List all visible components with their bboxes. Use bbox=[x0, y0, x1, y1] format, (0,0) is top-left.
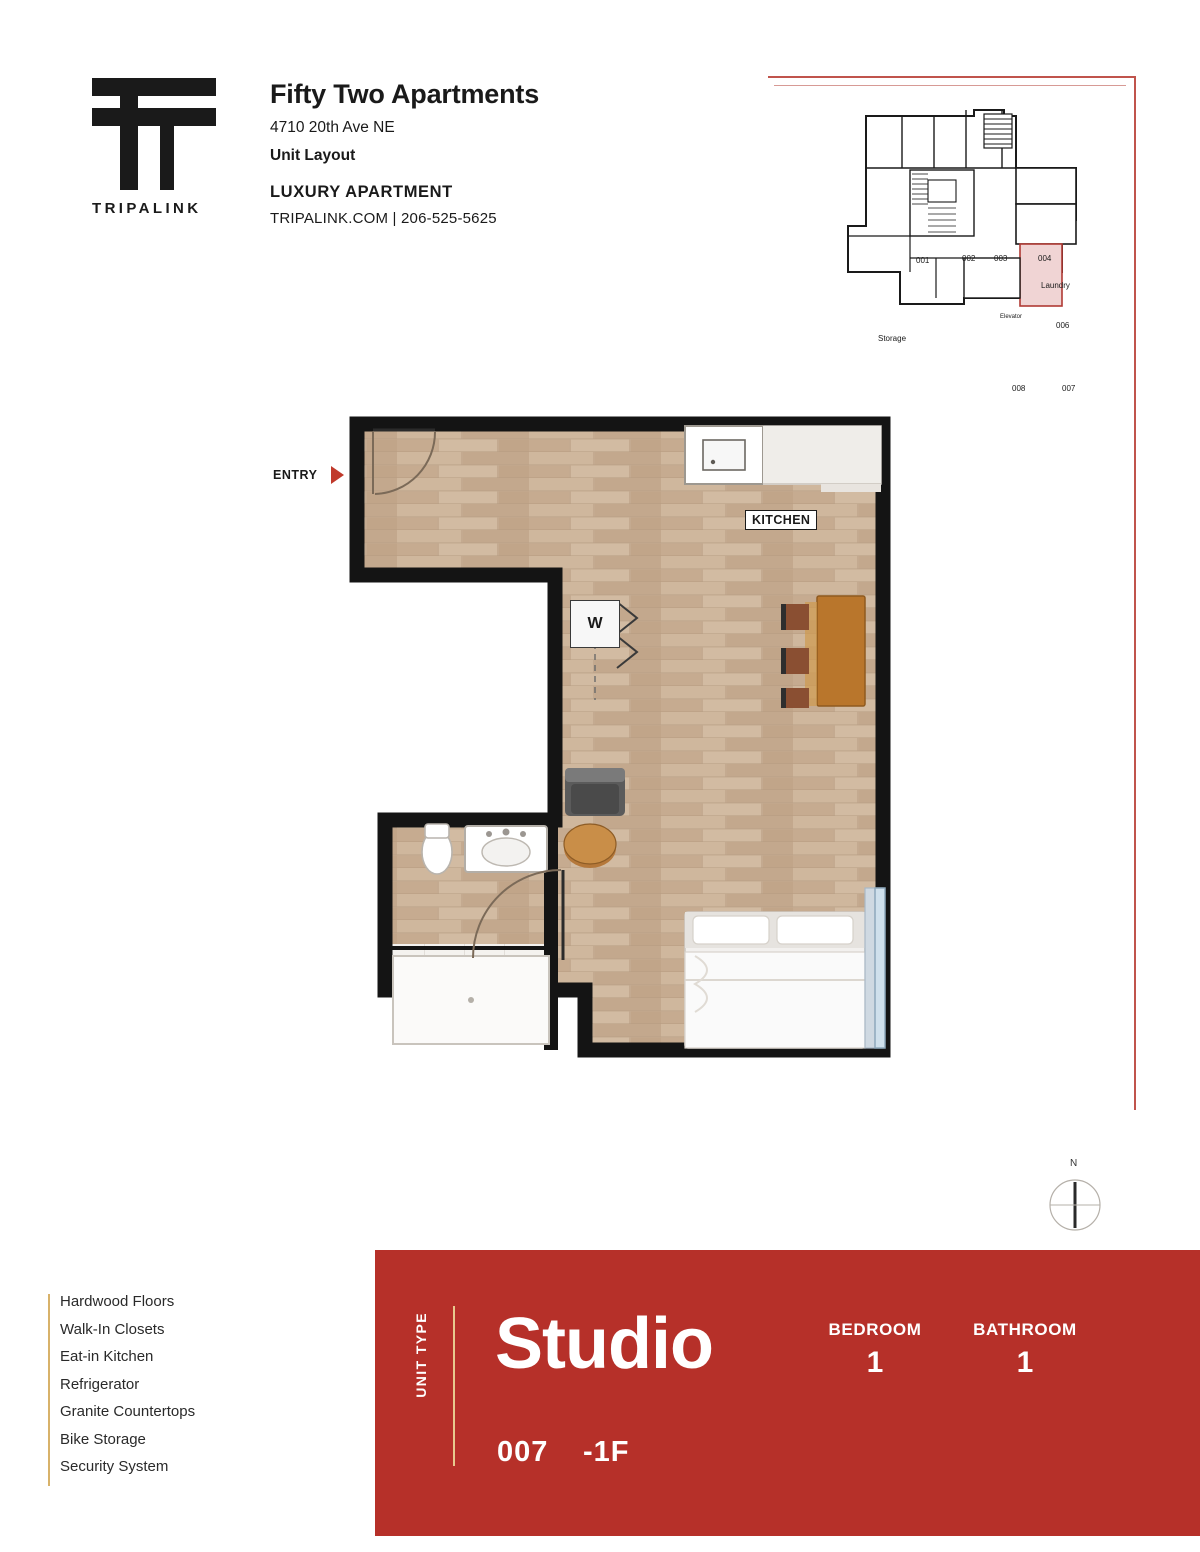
unit-floorplan bbox=[265, 400, 925, 1080]
feature-item: Hardwood Floors bbox=[60, 1293, 175, 1310]
feature-item: Eat-in Kitchen bbox=[60, 1348, 154, 1365]
bedroom-count: 1 bbox=[866, 1346, 884, 1379]
feature-item: Security System bbox=[60, 1458, 169, 1475]
keyplan-room-004: 004 bbox=[1038, 254, 1052, 263]
contact-info: TRIPALINK.COM | 206-525-5625 bbox=[270, 210, 497, 228]
unit-summary-banner bbox=[375, 1250, 1200, 1536]
tripalink-logo-icon bbox=[92, 72, 224, 190]
keyplan-room-laundry: Laundry bbox=[1041, 281, 1070, 290]
keyplan-room-008: 008 bbox=[1012, 384, 1026, 393]
page-header bbox=[0, 0, 1200, 393]
feature-item: Walk-In Closets bbox=[60, 1320, 165, 1338]
entry-label: ENTRY bbox=[273, 468, 318, 482]
keyplan-room-storage: Storage bbox=[878, 334, 907, 343]
keyplan-room-002: 002 bbox=[962, 254, 976, 263]
features-accent-rule bbox=[48, 1294, 50, 1486]
keyplan-frame-top bbox=[768, 76, 1136, 78]
feature-item: Refrigerator bbox=[60, 1375, 140, 1393]
title-block bbox=[270, 78, 710, 227]
compass bbox=[1044, 1158, 1106, 1238]
page-title: Unit Layout bbox=[270, 147, 356, 165]
keyplan-room-006: 006 bbox=[1056, 321, 1070, 330]
unit-type-value: Studio bbox=[495, 1304, 713, 1384]
key-plan bbox=[768, 76, 1140, 393]
features-list bbox=[48, 1288, 308, 1481]
keyplan-room-003: 003 bbox=[994, 254, 1008, 263]
keyplan-room-001: 001 bbox=[916, 256, 930, 265]
unit-number: 007 bbox=[497, 1436, 549, 1468]
unit-floor: -1F bbox=[583, 1436, 630, 1468]
banner-accent-rule bbox=[453, 1306, 455, 1466]
bedroom-stat bbox=[815, 1320, 935, 1380]
feature-item: Granite Countertops bbox=[60, 1403, 196, 1420]
bathroom-count: 1 bbox=[1016, 1346, 1034, 1379]
kitchen-label: KITCHEN bbox=[745, 510, 817, 530]
keyplan-room-007-highlighted: 007 bbox=[1062, 384, 1076, 393]
brand-wordmark: TRIPALINK bbox=[92, 200, 202, 217]
bathroom-label: BATHROOM bbox=[973, 1320, 1077, 1339]
entry-arrow-icon bbox=[331, 466, 344, 484]
bedroom-label: BEDROOM bbox=[828, 1320, 922, 1339]
property-name: Fifty Two Apartments bbox=[270, 79, 540, 109]
unit-type-label: UNIT TYPE bbox=[413, 1312, 429, 1398]
keyplan-frame-right bbox=[1134, 76, 1136, 1110]
floorplan-drawing bbox=[265, 400, 925, 1080]
property-address: 4710 20th Ave NE bbox=[270, 119, 395, 137]
compass-icon bbox=[1044, 1174, 1106, 1236]
brand-logo bbox=[92, 72, 252, 232]
compass-north-label: N bbox=[1070, 1158, 1078, 1169]
keyplan-diagram bbox=[844, 108, 1094, 328]
keyplan-room-elevator: Elevator bbox=[1000, 314, 1023, 320]
feature-item: Bike Storage bbox=[60, 1430, 146, 1448]
property-classification: LUXURY APARTMENT bbox=[270, 183, 453, 202]
washer-label: W bbox=[570, 600, 620, 648]
bathroom-stat bbox=[955, 1320, 1095, 1380]
keyplan-frame-inner bbox=[774, 85, 1126, 86]
